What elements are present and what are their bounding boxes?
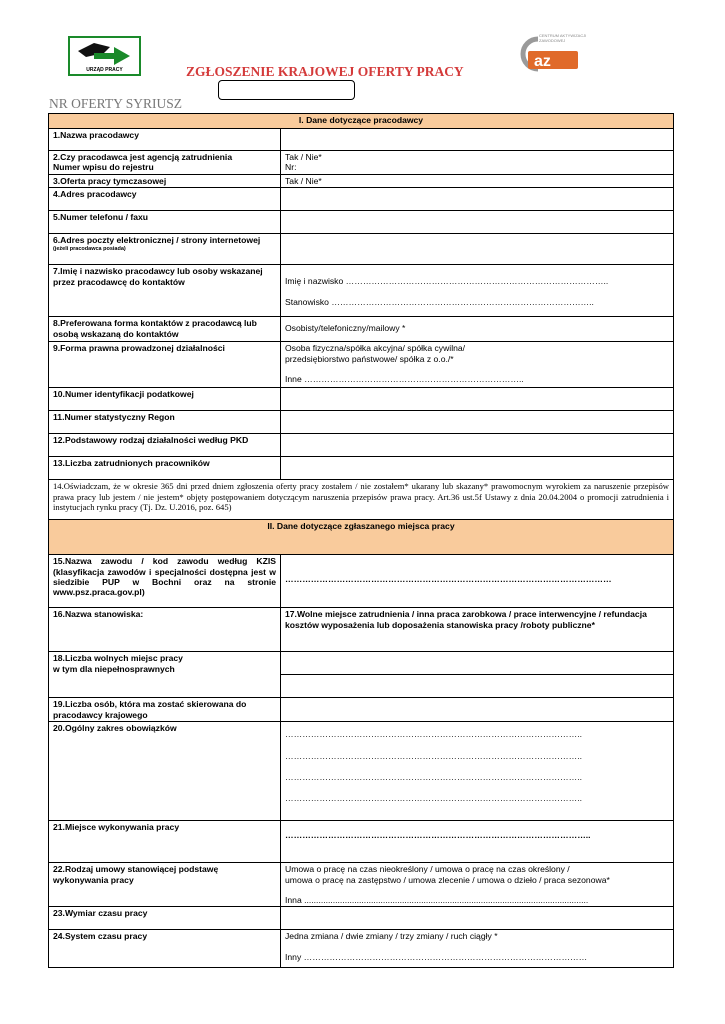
contact-form-label: 8.Preferowana forma kontaktów z pracodawcą lub osobą wskazaną do kontaktów [49,317,281,342]
pkd-field[interactable] [281,434,674,457]
employer-address-field[interactable] [281,188,674,211]
legal-form-field[interactable]: Osoba fizyczna/spółka akcyjna/ spółka cywilna/ przedsiębiorstwo państwowe/ spółka z o.o./* Inne ………………………………………………………………….. [281,342,674,388]
employment-type-label[interactable]: 17.Wolne miejsce zatrudnienia / inna praca zarobkowa / prace interwencyjne / refundacja kosztów wyposażenia lub doposażenia stanowiska pracy /roboty publiczne* [281,608,674,652]
caz-tagline: CENTRUM AKTYWIZACJI ZAWODOWEJ [539,33,587,43]
vacancies-field[interactable] [281,652,674,675]
referrals-label: 19.Liczba osób, która ma zostać skierowana do pracodawcy krajowego [49,698,281,722]
caz-logo [514,31,604,77]
email-www-field[interactable] [281,234,674,265]
urzad-pracy-logo [68,36,141,76]
statement-14: 14.Oświadczam, że w okresie 365 dni przed dniem zgłoszenia oferty pracy zostałem / nie zostałem* ukarany lub skazany* prawomocnym wyrokiem za naruszenie przepisów prawa pracy lub jestem / nie jestem* objęty postępowaniem dotyczącym naruszenia przepisów prawa pracy. Art.36 ust.5f Ustawy z dnia 20.04.2004 o promocji zatrudnienia i instytucjach rynku pracy (Tj. Dz. U.2016, poz. 645) [49,480,674,520]
temporary-offer-label: 3.Oferta pracy tymczasowej [49,174,281,187]
referrals-field[interactable] [281,698,674,722]
vacancies-label: 18.Liczba wolnych miejsc pracy w tym dla niepełnosprawnych [49,652,281,698]
section-1-heading: I. Dane dotyczące pracodawcy [49,114,674,129]
workplace-field[interactable]: …………………………………………………………………………………………….. [281,821,674,863]
legal-form-label: 9.Forma prawna prowadzonej działalności [49,342,281,388]
contract-type-field[interactable]: Umowa o pracę na czas nieokreślony / umowa o pracę na czas określony / umowa o pracę na zastępstwo / umowa zlecenie / umowa o dzieło / praca sezonowa* Inna ....................................................................................................................... [281,863,674,907]
nip-label: 10.Numer identyfikacji podatkowej [49,388,281,411]
contact-person-label: 7.Imię i nazwisko pracodawcy lub osoby wskazanej przez pracodawcę do kontaktów [49,265,281,317]
work-system-label: 24.System czasu pracy [49,930,281,968]
phone-fax-label: 5.Numer telefonu / faxu [49,211,281,234]
agency-field[interactable]: Tak / Nie* Nr: [281,151,674,175]
offer-number-field[interactable] [218,80,355,100]
regon-label: 11.Numer statystyczny Regon [49,411,281,434]
occupation-code-field[interactable]: …………………………………………………………………………………………………… [281,555,674,608]
work-system-field[interactable]: Jedna zmiana / dwie zmiany / trzy zmiany / ruch ciągły * Inny ……………………………………………………………………………………… [281,930,674,968]
logo-caption: URZĄD PRACY [86,67,123,73]
contact-form-field[interactable]: Osobisty/telefoniczny/mailowy * [281,317,674,342]
document-title: ZGŁOSZENIE KRAJOWEJ OFERTY PRACY [186,64,464,79]
workplace-label: 21.Miejsce wykonywania pracy [49,821,281,863]
offer-form-table [48,113,674,968]
employees-count-field[interactable] [281,457,674,480]
arrow-logo-icon [74,41,136,65]
section-2-heading: II. Dane dotyczące zgłaszanego miejsca pracy [49,520,674,555]
working-time-label: 23.Wymiar czasu pracy [49,907,281,930]
contract-type-label: 22.Rodzaj umowy stanowiącej podstawę wykonywania pracy [49,863,281,907]
working-time-field[interactable] [281,907,674,930]
agency-label: 2.Czy pracodawca jest agencją zatrudnienia Numer wpisu do rejestru [49,151,281,175]
duties-label: 20.Ogólny zakres obowiązków [49,722,281,821]
employer-address-label: 4.Adres pracodawcy [49,188,281,211]
syriusz-label: NR OFERTY SYRIUSZ [49,96,182,111]
position-name-label: 16.Nazwa stanowiska: [49,608,281,652]
occupation-code-label: 15.Nazwa zawodu / kod zawodu według KZIS (klasyfikacja zawodów i specjalności dostępna jest w siedzibie PUP w Bochni oraz na stronie www.psz.praca.gov.pl) [49,555,281,608]
email-www-label: 6.Adres poczty elektronicznej / strony internetowej (jeżeli pracodawca posiada) [49,234,281,265]
caz-mark-text: az [534,53,551,70]
pkd-label: 12.Podstawowy rodzaj działalności według PKD [49,434,281,457]
employees-count-label: 13.Liczba zatrudnionych pracowników [49,457,281,480]
employer-name-field[interactable] [281,129,674,151]
regon-field[interactable] [281,411,674,434]
phone-fax-field[interactable] [281,211,674,234]
contact-person-field[interactable]: Imię i nazwisko ……………………………………………………………………………….. Stanowisko ……………………………………………………………………………….. [281,265,674,317]
temporary-offer-field[interactable]: Tak / Nie* [281,174,674,187]
employer-name-label: 1.Nazwa pracodawcy [49,129,281,151]
nip-field[interactable] [281,388,674,411]
duties-field[interactable]: ………………………………………………………………………………………….. ………………………………………………………………………………………….. ………………………………………………………………………………………….. ………………………………………………………………………………………….. [281,722,674,821]
vacancies-disabled-field[interactable] [281,675,674,698]
